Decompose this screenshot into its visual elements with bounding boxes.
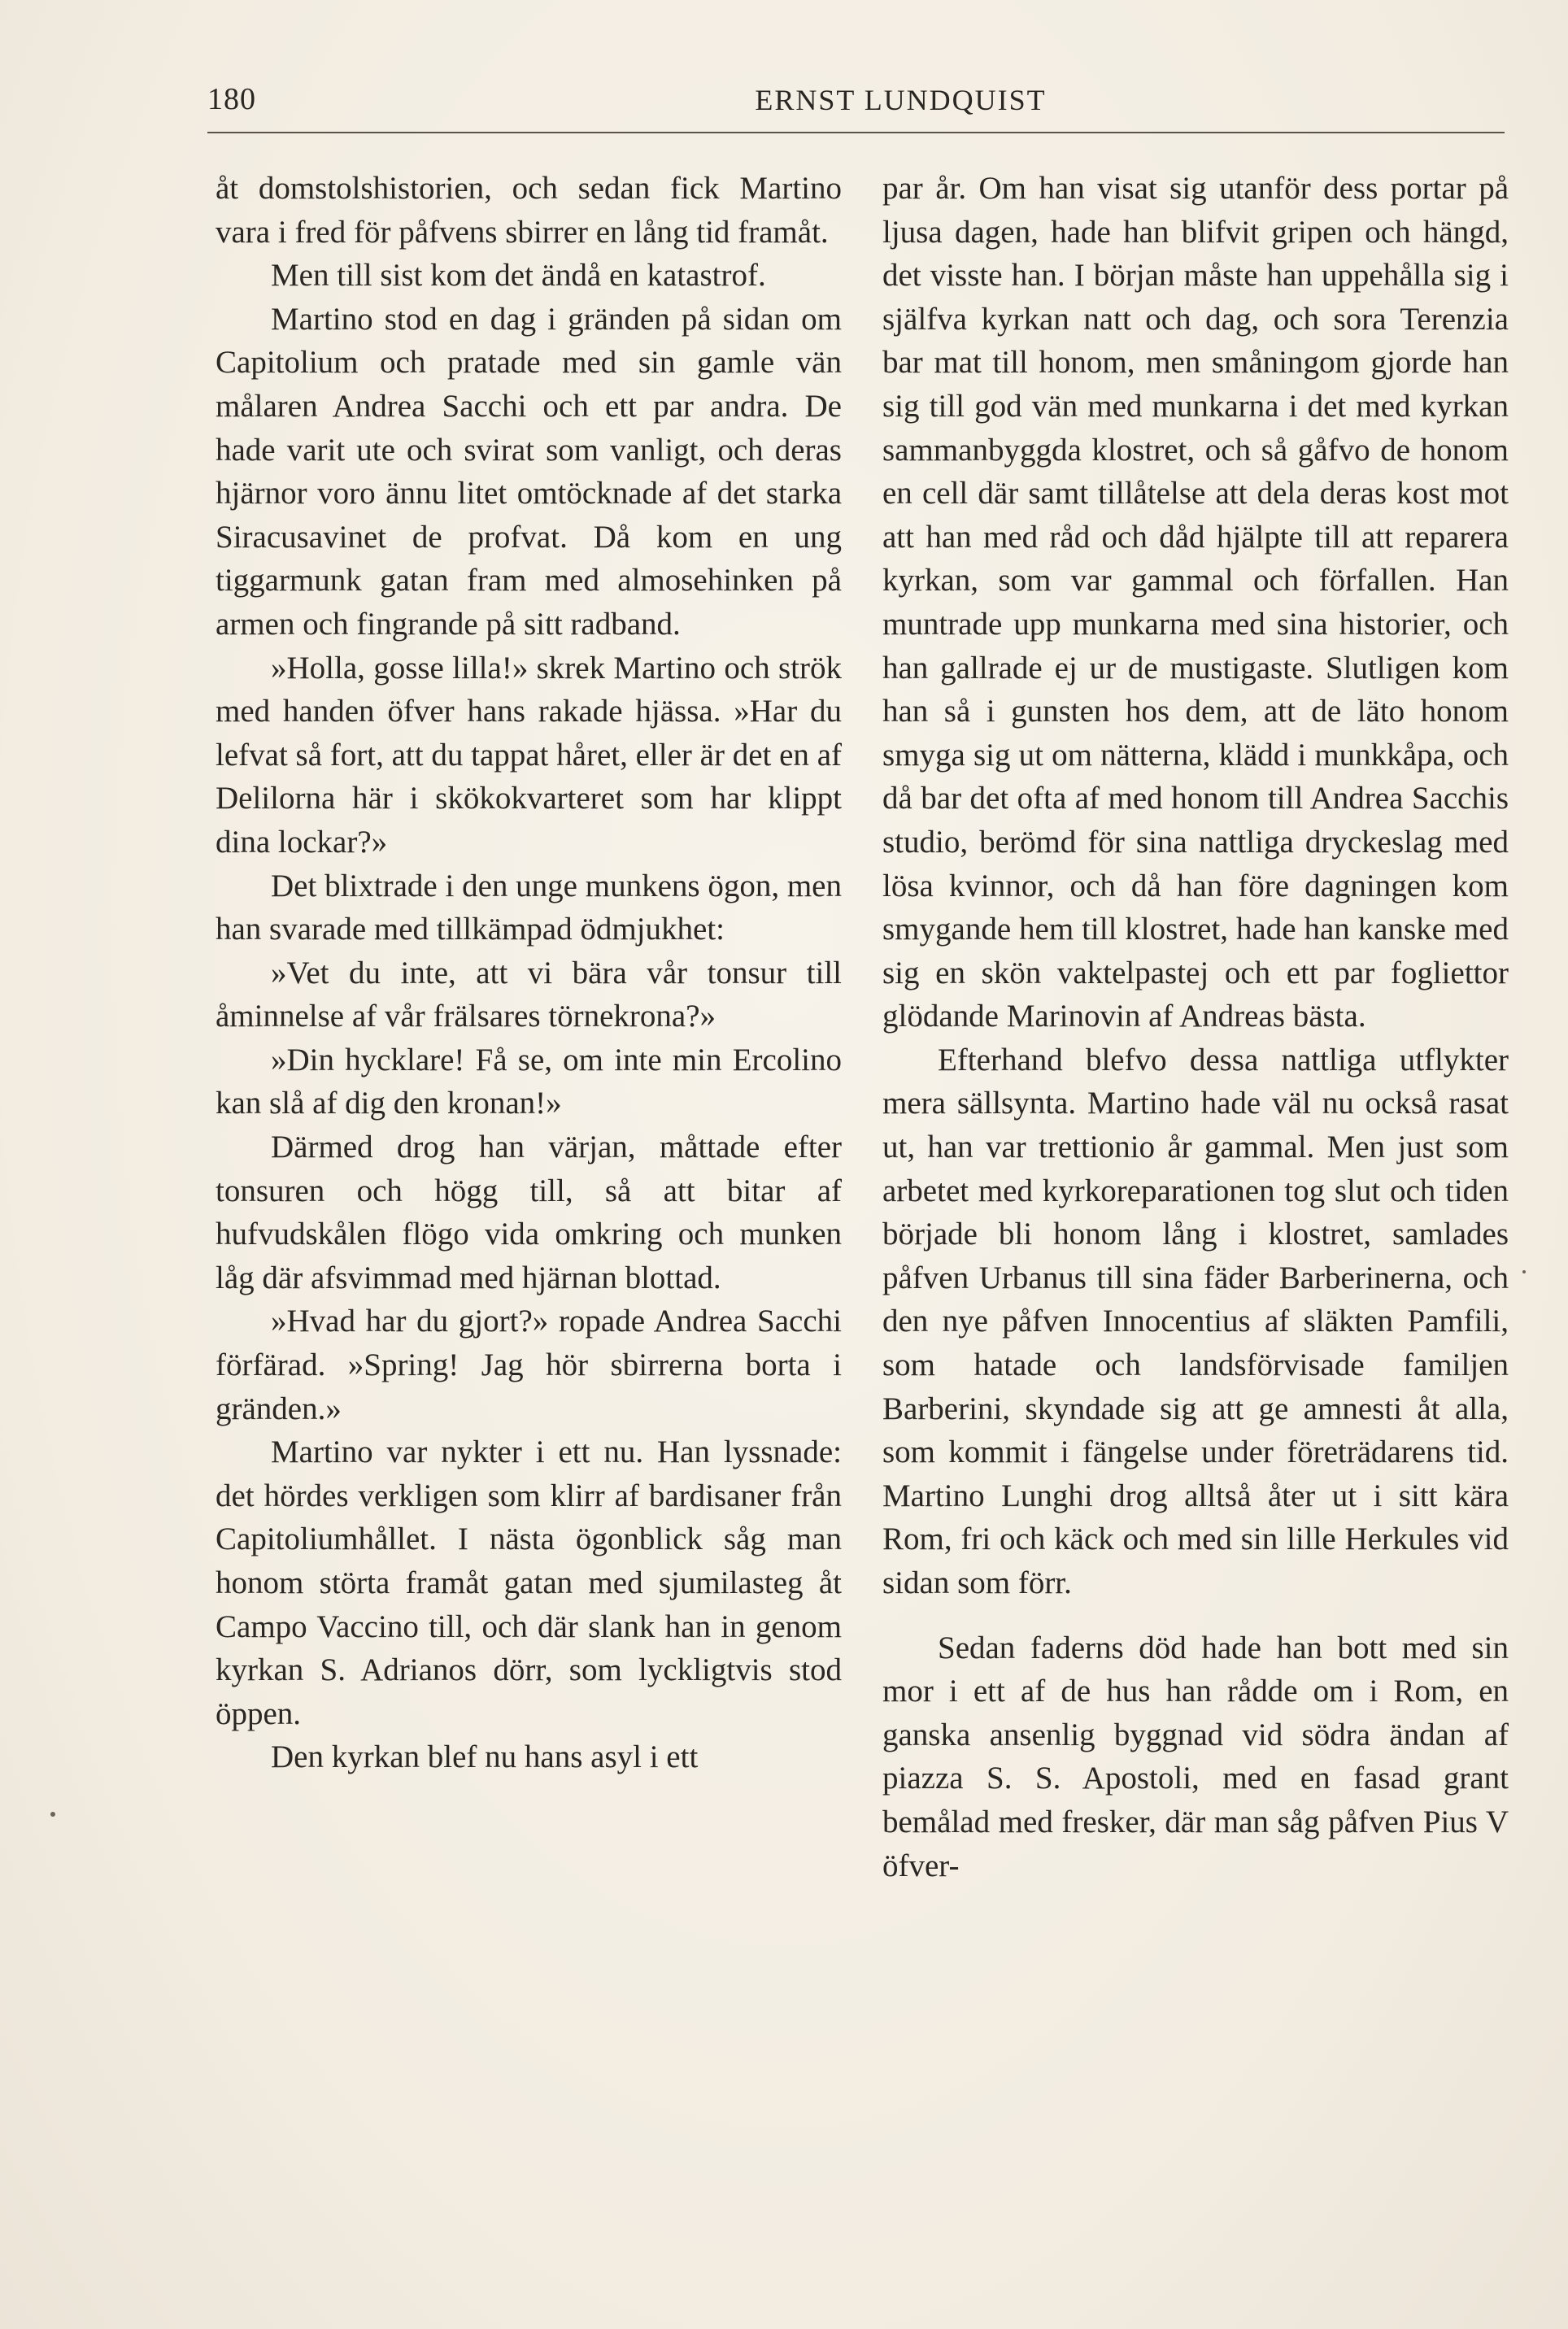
right-column: [882, 167, 1509, 1887]
left-column: [216, 167, 842, 1779]
paragraph: »Vet du inte, att vi bära vår tonsur till åminnelse af vår frälsares törnekrona?»: [216, 955, 842, 1034]
paper-speck: [1522, 1270, 1526, 1273]
paragraph: Efterhand blefvo dessa nattliga utflykter mera sällsynta. Martino hade väl nu också rasat ut, han var trettionio år gammal. Men just som arbetet med kyrkoreparationen tog slut och tiden började bli honom lång i klostret, samlades påfven Urbanus till sina fäder Barberinerna, och den nye påfven Innocentius af släkten Pamfili, som hatade och landsförvisade familjen Barberini, skyndade sig att ge amnesti åt alla, som kommit i fängelse under företrädarens tid. Martino Lunghi drog alltså åter ut i sitt kära Rom, fri och käck och med sin lille Herkules vid sidan som förr.: [882, 1042, 1509, 1600]
paragraph: »Din hycklare! Få se, om inte min Ercolino kan slå af dig den kronan!»: [216, 1042, 842, 1121]
paragraph: Därmed drog han värjan, måttade efter tonsuren och högg till, så att bitar af hufvudskålen flögo vida omkring och munken låg där afsvimmad med hjärnan blottad.: [216, 1130, 842, 1295]
header-rule: [207, 132, 1505, 133]
paragraph: Det blixtrade i den unge munkens ögon, men han svarade med tillkämpad ödmjukhet:: [216, 868, 842, 947]
paragraph: Martino stod en dag i gränden på sidan om Capitolium och pratade med sin gamle vän målaren Andrea Sacchi och ett par andra. De hade varit ute och svirat som vanligt, och deras hjärnor voro ännu litet omtöcknade af det starka Siracusavinet de profvat. Då kom en ung tiggarmunk gatan fram med almosehinken på armen och fingrande på sitt radband.: [216, 301, 842, 642]
paragraph: Martino var nykter i ett nu. Han lyssnade: det hördes verkligen som klirr af bardisaner från Capitoliumhållet. I nästa ögonblick såg man honom störta framåt gatan med sjumilasteg åt Campo Vaccino till, och där slank han in genom kyrkan S. Adrianos dörr, som lyckligtvis stod öppen.: [216, 1434, 842, 1731]
paragraph: Men till sist kom det ändå en katastrof.: [271, 258, 766, 294]
running-head: ERNST LUNDQUIST: [755, 84, 1047, 116]
paragraph: par år. Om han visat sig utanför dess portar på ljusa dagen, hade han blifvit gripen och hängd, det visste han. I början måste han uppehålla sig i själfva kyrkan natt och dag, och sora Terenzia bar mat till honom, men småningom gjorde han sig till god vän med munkarna i det med kyrkan sammanbyggda klostret, och så gåfvo de honom en cell där samt tillåtelse att dela deras kost mot att han med råd och dåd hjälpte till att reparera kyrkan, som var gammal och förfallen. Han muntrade upp munkarna med sina historier, och han gallrade ej ur de mustigaste. Slutligen kom han så i gunsten hos dem, att de läto honom smyga sig ut om nätterna, klädd i munkkåpa, och då bar det ofta af med honom till Andrea Sacchis studio, berömd för sina nattliga dryckeslag med lösa kvinnor, och då han före dagningen kom smygande hem till klostret, hade han kanske med sig en skön vaktelpastej och ett par fogliettor glödande Marinovin af Andreas bästa.: [882, 171, 1509, 1034]
page-header: [207, 81, 1505, 130]
paragraph: »Hvad har du gjort?» ropade Andrea Sacchi förfärad. »Spring! Jag hör sbirrerna borta i gränden.»: [216, 1304, 842, 1426]
paper-speck: [50, 1812, 55, 1817]
paragraph: åt domstolshistorien, och sedan fick Martino vara i fred för påfvens sbirrer en lång tid framåt.: [216, 171, 842, 250]
page-number: 180: [207, 82, 256, 116]
paragraph: Den kyrkan blef nu hans asyl i ett: [271, 1739, 699, 1775]
paragraph: »Holla, gosse lilla!» skrek Martino och strök med handen öfver hans rakade hjässa. »Har du lefvat så fort, att du tappat håret, eller är det en af Delilorna här i skökokvarteret som har klippt dina lockar?»: [216, 650, 842, 860]
paragraph: Sedan faderns död hade han bott med sin mor i ett af de hus han rådde om i Rom, en ganska ansenlig byggnad vid södra ändan af piazza S. S. Apostoli, med en fasad grant bemålad med fresker, där man såg påfven Pius V öfver-: [882, 1630, 1509, 1883]
